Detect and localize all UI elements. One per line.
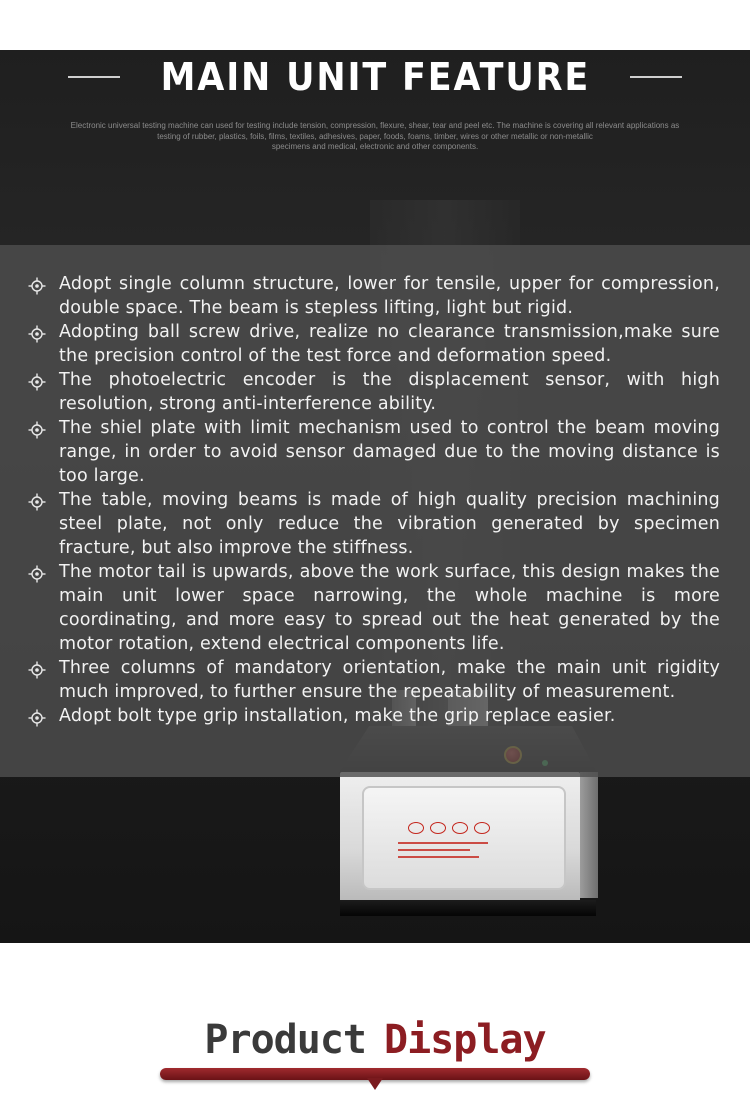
logo-mark — [430, 822, 446, 834]
subtitle-line: testing of rubber, plastics, foils, films, textiles, adhesives, paper, foods, foams, timber, wires or other metallic or non-metallic — [157, 131, 593, 141]
feature-item — [26, 488, 720, 560]
crosshair-icon — [28, 565, 46, 583]
feature-item — [26, 368, 720, 416]
feature-text: The table, moving beams is made of high quality precision machining steel plate, not only reduce the vibration generated by specimen fracture, but also improve the stiffness. — [59, 490, 720, 558]
logo-mark — [474, 822, 490, 834]
machine-label-lines — [398, 842, 488, 863]
display-word: Display — [384, 1017, 546, 1063]
product-word: Product — [204, 1017, 366, 1063]
crosshair-icon — [28, 373, 46, 391]
feature-text: Three columns of mandatory orientation, make the main unit rigidity much improved, to further ensure the repeatability of measurement. — [59, 658, 720, 702]
logo-mark — [452, 822, 468, 834]
crosshair-icon — [28, 325, 46, 343]
feature-text: The photoelectric encoder is the displacement sensor, with high resolution, strong anti-interference ability. — [59, 370, 720, 414]
feature-item — [26, 272, 720, 320]
title-rule-left — [68, 76, 120, 78]
crosshair-icon — [28, 661, 46, 679]
feature-item — [26, 560, 720, 656]
machine-body-side — [580, 772, 598, 898]
feature-text: The shiel plate with limit mechanism used to control the beam moving range, in order to avoid sensor damaged due to the moving distance is too large. — [59, 418, 720, 486]
section-subtitle — [20, 121, 730, 153]
feature-list — [26, 272, 720, 728]
section-title: MAIN UNIT FEATURE — [160, 55, 590, 99]
feature-text: Adopt bolt type grip installation, make the grip replace easier. — [59, 706, 616, 726]
feature-item — [26, 704, 720, 728]
logo-mark — [408, 822, 424, 834]
machine-logos — [408, 822, 496, 834]
feature-item — [26, 416, 720, 488]
crosshair-icon — [28, 421, 46, 439]
feature-text: Adopting ball screw drive, realize no clearance transmission,make sure the precision control of the test force and deformation speed. — [59, 322, 720, 366]
product-display-heading — [0, 1015, 750, 1065]
subtitle-line: Electronic universal testing machine can used for testing include tension, compression, flexure, shear, tear and peel etc. The machine is covering all relevant applications as — [70, 121, 680, 130]
feature-item — [26, 656, 720, 704]
crosshair-icon — [28, 709, 46, 727]
feature-text: The motor tail is upwards, above the work surface, this design makes the main unit lower space narrowing, the whole machine is more coordinating, and more easy to spread out the heat generated by the motor rotation, extend electrical components life. — [59, 562, 720, 654]
machine-base — [340, 900, 596, 916]
label-line — [398, 842, 488, 844]
subtitle-line: specimens and medical, electronic and other components. — [271, 142, 479, 151]
label-line — [398, 849, 470, 851]
feature-text: Adopt single column structure, lower for tensile, upper for compression, double space. The beam is stepless lifting, light but rigid. — [59, 274, 720, 318]
label-line — [398, 856, 479, 858]
heading-arrow-icon — [367, 1078, 383, 1090]
title-rule-right — [630, 76, 682, 78]
crosshair-icon — [28, 493, 46, 511]
machine-front-panel — [362, 786, 566, 890]
crosshair-icon — [28, 277, 46, 295]
feature-item — [26, 320, 720, 368]
section-title-row — [0, 52, 750, 102]
